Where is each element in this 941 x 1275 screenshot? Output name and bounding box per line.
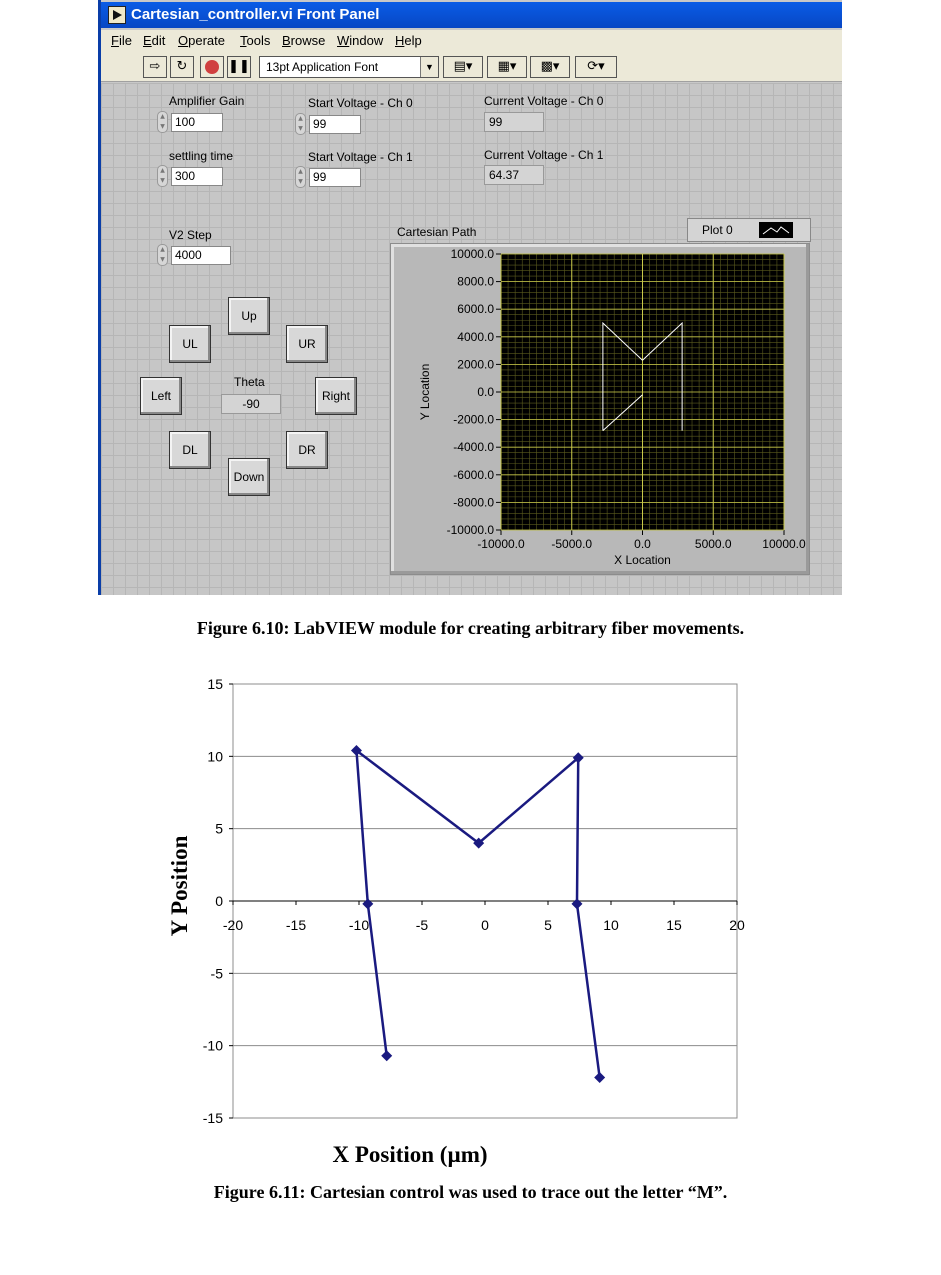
y-tick-label: 2000.0 [457, 357, 494, 372]
amplifier-gain-label: Amplifier Gain [169, 94, 245, 108]
y-tick-label: 6000.0 [457, 302, 494, 317]
menu-browse[interactable]: Browse [282, 33, 326, 48]
current-voltage-ch1-indicator: 64.37 [484, 165, 544, 185]
dr-button[interactable]: DR [286, 431, 328, 469]
plot-legend-label: Plot 0 [702, 223, 733, 237]
left-button[interactable]: Left [140, 377, 182, 415]
cartesian-path-graph[interactable] [390, 243, 810, 575]
run-arrow-icon: ⇨ [149, 59, 161, 74]
align-objects-button[interactable] [443, 56, 483, 78]
run-continuously-icon: ↻ [176, 59, 188, 74]
start-voltage-ch1-spinner[interactable]: ▲ ▼ [295, 166, 306, 188]
y-tick-label: 4000.0 [457, 329, 494, 344]
pause-icon: ❚❚ [228, 59, 250, 74]
figure-6-10-caption: Figure 6.10: LabVIEW module for creating arbitrary fiber movements. [196, 618, 745, 638]
y-tick-label: -15 [202, 1110, 223, 1126]
y-tick-label: -2000.0 [453, 412, 494, 427]
start-voltage-ch0-input[interactable]: 99 [309, 115, 361, 134]
reorder-button[interactable] [575, 56, 617, 78]
menu-edit[interactable]: Edit [143, 33, 166, 48]
current-voltage-ch1-label: Current Voltage - Ch 1 [484, 148, 604, 162]
x-tick-label: -5000.0 [551, 537, 593, 551]
cartesian-path-svg [391, 244, 811, 576]
start-voltage-ch0-spinner[interactable]: ▲ ▼ [295, 113, 306, 135]
y-tick-label: 15 [207, 676, 223, 692]
x-tick-label: -10000.0 [477, 537, 525, 551]
v2-step-spinner[interactable]: ▲ ▼ [157, 244, 168, 266]
menu-file[interactable]: File [111, 33, 132, 48]
y-tick-label: -10000.0 [446, 523, 494, 537]
run-continuously-button[interactable] [170, 56, 194, 78]
x-tick-label: 20 [729, 917, 745, 933]
m-trace-chart [160, 665, 790, 1175]
y-tick-label: -5 [210, 965, 223, 982]
ur-button[interactable]: UR [286, 325, 328, 363]
graph-title: Cartesian Path [397, 225, 477, 239]
chevron-down-icon: ▼ [420, 57, 438, 77]
amplifier-gain-spinner[interactable]: ▲ ▼ [157, 111, 168, 133]
menu-operate[interactable]: Operate [178, 33, 225, 48]
font-select-value: 13pt Application Font [266, 60, 379, 74]
front-panel [101, 83, 842, 595]
y-tick-label: -6000.0 [453, 467, 494, 482]
reorder-icon: ⟳▾ [587, 59, 605, 74]
y-tick-label: -10 [202, 1037, 223, 1054]
y-tick-label: -8000.0 [453, 495, 494, 510]
current-voltage-ch0-indicator: 99 [484, 112, 544, 132]
plot-legend[interactable] [687, 218, 811, 242]
v2-step-label: V2 Step [169, 228, 212, 242]
start-voltage-ch1-label: Start Voltage - Ch 1 [308, 150, 413, 164]
theta-label: Theta [234, 375, 265, 389]
down-button[interactable]: Down [228, 458, 270, 496]
menu-bar [101, 30, 842, 52]
distribute-objects-icon: ▦▾ [497, 59, 517, 74]
x-tick-label: -5 [415, 917, 429, 933]
labview-vi-icon [108, 6, 126, 24]
abort-button[interactable] [200, 56, 224, 78]
start-voltage-ch1-input[interactable]: 99 [309, 168, 361, 187]
toolbar [101, 52, 842, 82]
settling-time-label: settling time [169, 149, 234, 163]
up-button[interactable]: Up [228, 297, 270, 335]
x-axis-title: X Position (µm) [332, 1142, 488, 1167]
settling-time-input[interactable]: 300 [171, 167, 223, 186]
settling-time-spinner[interactable]: ▲ ▼ [157, 165, 168, 187]
labview-window [98, 0, 842, 595]
y-axis-title: Y Position [167, 835, 192, 937]
resize-objects-button[interactable] [530, 56, 570, 78]
dl-button[interactable]: DL [169, 431, 211, 469]
y-tick-label: 10000.0 [450, 247, 494, 261]
window-titlebar[interactable] [101, 2, 842, 28]
x-tick-label: 0 [481, 917, 489, 933]
x-tick-label: 5000.0 [694, 537, 732, 551]
right-button[interactable]: Right [315, 377, 357, 415]
abort-stop-icon [205, 60, 219, 74]
run-arrow-button[interactable] [143, 56, 167, 78]
distribute-objects-button[interactable] [487, 56, 527, 78]
window-title: Cartesian_controller.vi Front Panel [131, 6, 380, 23]
menu-window[interactable]: Window [337, 33, 384, 48]
x-tick-label: 10 [603, 917, 619, 933]
pause-button[interactable] [227, 56, 251, 78]
y-tick-label: 0.0 [477, 385, 494, 399]
x-tick-label: 15 [666, 917, 682, 933]
x-tick-label: 5 [544, 917, 552, 933]
resize-objects-icon: ▩▾ [540, 59, 560, 74]
x-tick-label: -10 [348, 917, 370, 933]
x-tick-label: -15 [285, 917, 307, 933]
menu-tools[interactable]: Tools [240, 33, 271, 48]
ul-button[interactable]: UL [169, 325, 211, 363]
x-tick-label: -20 [222, 917, 244, 933]
figure-6-11-caption: Figure 6.11: Cartesian control was used to trace out the letter “M”. [213, 1182, 728, 1202]
font-select[interactable] [259, 56, 439, 78]
y-tick-label: 8000.0 [457, 274, 494, 289]
y-tick-label: 5 [215, 820, 223, 837]
y-tick-label: 10 [207, 748, 223, 765]
plot-legend-line-icon [759, 222, 793, 238]
current-voltage-ch0-label: Current Voltage - Ch 0 [484, 94, 604, 108]
y-axis-label: Y Location [418, 363, 432, 421]
x-axis-label: X Location [614, 553, 671, 567]
amplifier-gain-input[interactable]: 100 [171, 113, 223, 132]
v2-step-input[interactable]: 4000 [171, 246, 231, 265]
y-tick-label: -4000.0 [453, 440, 494, 455]
y-tick-label: 0 [215, 893, 223, 909]
theta-indicator: -90 [221, 394, 281, 414]
x-tick-label: 0.0 [634, 537, 651, 551]
align-objects-icon: ▤▾ [453, 59, 473, 74]
start-voltage-ch0-label: Start Voltage - Ch 0 [308, 96, 413, 110]
x-tick-label: 10000.0 [762, 537, 806, 551]
menu-help[interactable]: Help [395, 33, 422, 48]
